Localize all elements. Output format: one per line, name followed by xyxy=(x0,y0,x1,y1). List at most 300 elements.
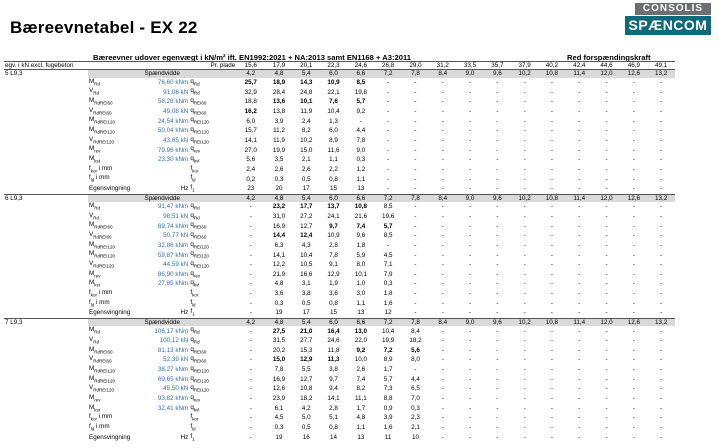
span-value: 9,0 xyxy=(456,194,483,202)
value-cell: - xyxy=(496,261,499,269)
value-cell: - xyxy=(632,232,635,240)
blank-cell xyxy=(4,107,88,117)
value-cell: 12,6 xyxy=(272,385,286,393)
value-cell: 16,9 xyxy=(272,222,286,230)
value-cell: - xyxy=(414,165,417,173)
value-cell: - xyxy=(632,346,635,354)
value-cell: - xyxy=(578,270,581,278)
value-cell: - xyxy=(605,404,608,412)
blank-cell xyxy=(4,231,88,241)
blank-cell xyxy=(4,174,88,184)
row-load-symbol: $q_{REI60}$ xyxy=(190,355,207,364)
value-cell: 4,4 xyxy=(411,375,420,383)
value-cell: 0,9 xyxy=(383,404,393,412)
row-capacity: 59,87 kNm xyxy=(157,251,189,259)
value-cell: - xyxy=(605,337,608,345)
value-cell: 3,1 xyxy=(301,280,311,288)
table-row xyxy=(4,231,675,241)
value-cell: - xyxy=(468,127,472,135)
value-cell: 0,3 xyxy=(383,280,393,288)
row-symbol: $M_{RdREI120}$ xyxy=(89,116,116,125)
value-cell: - xyxy=(632,203,635,211)
span-value: 10,2 xyxy=(511,194,538,202)
value-cell: - xyxy=(414,136,417,144)
row-symbol: Egensvingning xyxy=(89,433,131,441)
value-cell: - xyxy=(632,385,635,393)
value-cell: - xyxy=(496,156,499,164)
row-symbol: $V_{RdREI120}$ xyxy=(89,384,114,393)
egv-value: 44,6 xyxy=(593,62,620,70)
row-symbol: $V_{Rd}$ xyxy=(89,87,99,96)
row-load-symbol: $f_1$ xyxy=(190,308,195,317)
value-cell: - xyxy=(660,165,663,173)
value-cell: 27,0 xyxy=(244,146,257,154)
value-cell: - xyxy=(550,270,553,278)
table-row xyxy=(4,326,675,336)
egv-value: 31,2 xyxy=(429,62,456,70)
value-cell: - xyxy=(578,156,581,164)
value-cell: 18,9 xyxy=(272,78,286,86)
value-cell: - xyxy=(441,165,444,173)
value-cell: 19,8 xyxy=(354,88,367,96)
value-cell: - xyxy=(441,414,444,422)
row-symbol: $M_{RdREI120}$ xyxy=(89,374,116,383)
value-cell: - xyxy=(605,366,608,374)
value-cell: - xyxy=(550,309,553,317)
row-capacity: 24,54 kNm xyxy=(157,117,189,125)
value-cell: - xyxy=(468,222,472,230)
value-cell: - xyxy=(468,280,472,288)
value-cell: - xyxy=(632,356,635,364)
value-cell: - xyxy=(523,261,526,269)
value-cell: 23,9 xyxy=(272,395,286,403)
value-cell: 14,1 xyxy=(272,251,286,259)
table-row xyxy=(4,116,675,126)
value-cell: - xyxy=(578,185,581,193)
table-row xyxy=(4,375,675,385)
value-cell: - xyxy=(550,395,553,403)
value-cell: - xyxy=(249,395,252,403)
blank-cell xyxy=(4,97,88,107)
value-cell: - xyxy=(387,185,390,193)
value-cell: - xyxy=(468,433,472,441)
value-cell: 2,6 xyxy=(301,165,311,173)
value-cell: - xyxy=(660,346,663,354)
row-symbol: $V_{RdREI60}$ xyxy=(89,231,112,240)
value-cell: 2,2 xyxy=(329,165,338,173)
value-cell: 13 xyxy=(357,433,365,441)
value-cell: 14,1 xyxy=(244,136,257,144)
blank-cell xyxy=(4,241,88,251)
value-cell: 9,7 xyxy=(329,375,338,383)
value-cell: - xyxy=(496,433,499,441)
value-cell: 27,7 xyxy=(300,337,313,345)
value-cell: - xyxy=(468,241,472,249)
value-cell: - xyxy=(249,346,252,354)
value-cell: - xyxy=(468,270,472,278)
value-cell: - xyxy=(632,327,635,335)
value-cell: 3,8 xyxy=(329,366,338,374)
value-cell: - xyxy=(496,165,499,173)
value-cell: - xyxy=(578,146,581,154)
span-value: 6,6 xyxy=(347,318,374,326)
value-cell: - xyxy=(523,327,526,335)
value-cell: - xyxy=(441,222,444,230)
value-cell: - xyxy=(578,356,581,364)
logo-spaencom: SPÆNCOM xyxy=(625,16,711,35)
table-header-row xyxy=(4,62,675,70)
value-cell: 1,7 xyxy=(356,404,366,412)
row-symbol: $M_{rev}$ xyxy=(89,393,101,403)
value-cell: - xyxy=(660,203,663,211)
row-symbol: Egensvingning xyxy=(89,309,131,317)
value-cell: - xyxy=(387,241,390,249)
value-cell: - xyxy=(496,241,499,249)
value-cell: - xyxy=(414,212,417,220)
value-cell: - xyxy=(660,107,663,115)
span-value: 8,4 xyxy=(429,194,456,202)
value-cell: - xyxy=(496,366,499,374)
value-cell: - xyxy=(550,366,553,374)
row-load-symbol: $f_{kor}$ xyxy=(190,289,199,298)
value-cell: 2,3 xyxy=(411,414,420,422)
value-cell: 31,5 xyxy=(272,337,286,345)
table-row xyxy=(4,346,675,356)
row-symbol: $M_{Rd}$ xyxy=(89,326,101,335)
value-cell: 7,8 xyxy=(329,251,338,259)
row-load-symbol: $q_{REI120}$ xyxy=(190,135,209,144)
value-cell: - xyxy=(550,375,553,383)
value-cell: - xyxy=(468,212,472,220)
value-cell: - xyxy=(660,117,663,125)
value-cell: - xyxy=(249,232,252,240)
value-cell: - xyxy=(632,98,635,106)
value-cell: - xyxy=(468,356,472,364)
span-value: 10,2 xyxy=(511,318,538,326)
row-symbol: $f_{kor}$ i mm xyxy=(89,164,113,173)
value-cell: 2,8 xyxy=(329,241,338,249)
value-cell: - xyxy=(523,337,526,345)
value-cell: - xyxy=(249,414,252,422)
value-cell: - xyxy=(632,241,635,249)
value-cell: 0,3 xyxy=(356,156,366,164)
blank-cell xyxy=(4,433,88,443)
value-cell: 10,1 xyxy=(300,98,313,106)
page-title: Bæreevnetabel - EX 22 xyxy=(10,18,198,37)
value-cell: - xyxy=(605,433,608,441)
value-cell: - xyxy=(414,222,417,230)
value-cell: - xyxy=(632,366,635,374)
blank-cell xyxy=(4,78,88,88)
row-symbol: $M_{RdREI60}$ xyxy=(89,221,113,230)
value-cell: - xyxy=(441,375,444,383)
row-symbol: $M_{Rd}$ xyxy=(89,77,101,87)
value-cell: - xyxy=(660,232,663,240)
value-cell: - xyxy=(523,424,526,432)
value-cell: - xyxy=(468,185,472,193)
value-cell: - xyxy=(660,299,663,307)
value-cell: - xyxy=(660,241,663,249)
value-cell: - xyxy=(414,251,417,259)
value-cell: - xyxy=(468,395,472,403)
value-cell: - xyxy=(414,309,417,317)
value-cell: 22,0 xyxy=(354,337,367,345)
row-capacity: 44,59 kN xyxy=(163,261,189,269)
value-cell: 2,8 xyxy=(329,404,338,412)
value-cell: - xyxy=(249,366,252,374)
value-cell: 27,5 xyxy=(272,327,286,335)
span-value: 4,8 xyxy=(265,318,292,326)
blank-cell xyxy=(4,365,88,375)
value-cell: - xyxy=(605,203,608,211)
value-cell: 2,6 xyxy=(356,366,366,374)
value-cell: - xyxy=(414,261,417,269)
egv-value: 15,6 xyxy=(236,62,265,70)
blank-cell xyxy=(4,136,88,146)
value-cell: - xyxy=(632,107,635,115)
value-cell: 10,4 xyxy=(327,107,340,115)
value-cell: - xyxy=(578,88,581,96)
value-cell: 11,8 xyxy=(327,346,340,354)
value-cell: 16,2 xyxy=(244,107,257,115)
value-cell: - xyxy=(632,88,635,96)
row-symbol: $M_{RdREI120}$ xyxy=(89,126,116,135)
row-capacity: 45,50 kN xyxy=(163,385,189,393)
value-cell: - xyxy=(632,424,635,432)
value-cell: - xyxy=(441,185,444,193)
value-cell: - xyxy=(605,88,608,96)
value-cell: - xyxy=(605,232,608,240)
row-symbol: $M_{rev}$ xyxy=(89,145,101,154)
value-cell: - xyxy=(660,385,663,393)
value-cell: - xyxy=(523,117,526,125)
value-cell: - xyxy=(523,222,526,230)
value-cell: 16 xyxy=(302,433,310,441)
value-cell: 15 xyxy=(330,185,338,193)
row-capacity: 76,60 kNm xyxy=(157,78,189,86)
value-cell: - xyxy=(550,251,553,259)
value-cell: - xyxy=(441,327,444,335)
table-row xyxy=(4,212,675,222)
value-cell: - xyxy=(660,414,663,422)
value-cell: 3,5 xyxy=(274,156,284,164)
value-cell: 15,7 xyxy=(244,127,257,135)
value-cell: - xyxy=(632,251,635,259)
value-cell: 0,5 xyxy=(301,175,311,183)
value-cell: 1,8 xyxy=(356,241,366,249)
value-cell: - xyxy=(605,222,608,230)
row-symbol: Egensvingning xyxy=(89,185,131,193)
value-cell: - xyxy=(605,185,608,193)
value-cell: 11,3 xyxy=(327,356,340,364)
value-cell: - xyxy=(550,241,553,249)
value-cell: - xyxy=(550,175,553,183)
value-cell: - xyxy=(387,117,390,125)
table-row xyxy=(4,126,675,136)
value-cell: - xyxy=(550,165,553,173)
section-name: 7 L9,3 xyxy=(4,318,88,326)
value-cell: - xyxy=(441,203,444,211)
blank-cell xyxy=(4,221,88,231)
blank-cell xyxy=(4,404,88,414)
value-cell: - xyxy=(605,107,608,115)
value-cell: 12,4 xyxy=(300,232,313,240)
span-value: 10,2 xyxy=(511,70,538,78)
value-cell: 3,6 xyxy=(274,290,284,298)
value-cell: 2,1 xyxy=(411,424,420,432)
span-value: 10,8 xyxy=(538,70,565,78)
blank-cell xyxy=(4,250,88,260)
value-cell: - xyxy=(660,327,663,335)
value-cell: - xyxy=(468,107,472,115)
value-cell: - xyxy=(249,375,252,383)
value-cell: - xyxy=(468,88,472,96)
value-cell: 8,0 xyxy=(411,356,420,364)
value-cell: 13,0 xyxy=(354,327,367,335)
value-cell: - xyxy=(578,366,581,374)
value-cell: - xyxy=(523,127,526,135)
value-cell: 11,9 xyxy=(273,136,285,144)
value-cell: - xyxy=(414,203,417,211)
value-cell: 10,2 xyxy=(300,136,313,144)
value-cell: - xyxy=(550,156,553,164)
value-cell: - xyxy=(249,337,252,345)
value-cell: - xyxy=(496,222,499,230)
value-cell: - xyxy=(660,127,663,135)
span-value: 9,6 xyxy=(484,70,511,78)
value-cell: 2,1 xyxy=(301,156,311,164)
span-value: 6,6 xyxy=(347,194,374,202)
value-cell: - xyxy=(550,433,553,441)
value-cell: - xyxy=(523,156,526,164)
row-symbol: $V_{Rd}$ xyxy=(89,211,99,220)
value-cell: - xyxy=(523,203,526,211)
value-cell: - xyxy=(578,261,581,269)
span-value: 12,0 xyxy=(593,70,620,78)
span-value: 9,6 xyxy=(484,318,511,326)
value-cell: 7,4 xyxy=(356,222,366,230)
value-cell: - xyxy=(468,375,472,383)
value-cell: - xyxy=(523,299,526,307)
span-value: 4,2 xyxy=(236,318,265,326)
value-cell: - xyxy=(605,356,608,364)
value-cell: - xyxy=(578,232,581,240)
table-row xyxy=(4,394,675,404)
value-cell: - xyxy=(523,185,526,193)
value-cell: - xyxy=(249,270,252,278)
value-cell: - xyxy=(632,280,635,288)
table-row xyxy=(4,308,675,318)
value-cell: 1,6 xyxy=(383,424,393,432)
value-cell: - xyxy=(523,356,526,364)
row-load-symbol: $q_{rev}$ xyxy=(190,145,201,154)
span-label: Spændvidde xyxy=(88,70,236,78)
value-cell: 2,4 xyxy=(246,165,256,173)
value-cell: - xyxy=(550,232,553,240)
table-row xyxy=(4,136,675,146)
row-symbol: $M_{RdREI120}$ xyxy=(89,240,116,249)
value-cell: 4,8 xyxy=(274,280,284,288)
value-cell: 4,4 xyxy=(356,127,366,135)
row-symbol: $f_{kor}$ i mm xyxy=(89,289,113,298)
row-capacity: 50,04 kNm xyxy=(157,127,189,135)
value-cell: - xyxy=(660,136,663,144)
row-load-symbol: $q_{Rd}$ xyxy=(190,77,200,87)
span-value: 7,8 xyxy=(402,318,429,326)
value-cell: - xyxy=(441,404,444,412)
row-capacity: 79,96 kNm xyxy=(157,146,189,154)
value-cell: - xyxy=(632,395,635,403)
table-row xyxy=(4,107,675,117)
value-cell: - xyxy=(496,107,499,115)
value-cell: 11,2 xyxy=(273,127,285,135)
value-cell: - xyxy=(578,414,581,422)
value-cell: 1,7 xyxy=(383,366,393,374)
egv-value: 40,2 xyxy=(538,62,565,70)
value-cell: - xyxy=(496,385,499,393)
row-load-symbol: $f_{kor}$ xyxy=(190,413,199,422)
value-cell: - xyxy=(550,299,553,307)
value-cell: 5,0 xyxy=(301,414,311,422)
row-capacity xyxy=(131,165,189,175)
blank-cell xyxy=(4,279,88,289)
blank-cell xyxy=(4,308,88,318)
value-cell: 21,0 xyxy=(300,327,313,335)
value-cell: - xyxy=(441,299,444,307)
value-cell: - xyxy=(414,241,417,249)
value-cell: - xyxy=(496,270,499,278)
blank-cell xyxy=(4,202,88,212)
value-cell: - xyxy=(632,404,635,412)
value-cell: - xyxy=(578,280,581,288)
value-cell: - xyxy=(660,175,663,183)
table-row xyxy=(4,260,675,270)
value-cell: - xyxy=(523,433,526,441)
egv-value: 24,6 xyxy=(347,62,374,70)
row-symbol: $V_{RdREI60}$ xyxy=(89,355,112,364)
value-cell: - xyxy=(632,270,635,278)
value-cell: 10,4 xyxy=(382,327,395,335)
table-row xyxy=(4,404,675,414)
row-load-symbol: $q_{rev}$ xyxy=(190,393,201,403)
row-load-symbol: $f_{ld}$ xyxy=(190,174,196,183)
value-cell: - xyxy=(496,337,499,345)
row-symbol: $f_{ld}$ i mm xyxy=(89,422,110,432)
value-cell: - xyxy=(578,251,581,259)
value-cell: - xyxy=(523,366,526,374)
egv-value: 46,9 xyxy=(620,62,647,70)
value-cell: - xyxy=(632,146,635,154)
value-cell: 13,7 xyxy=(327,203,340,211)
value-cell: - xyxy=(605,280,608,288)
table-row xyxy=(4,221,675,231)
value-cell: - xyxy=(523,98,526,106)
value-cell: - xyxy=(414,146,417,154)
table-row xyxy=(4,299,675,309)
value-cell: 8,4 xyxy=(411,327,420,335)
value-cell: 12,7 xyxy=(300,222,313,230)
row-load-symbol: $q_{rev}$ xyxy=(190,269,201,278)
value-cell: - xyxy=(496,136,499,144)
table-row xyxy=(4,279,675,289)
value-cell: 18,2 xyxy=(409,337,422,345)
value-cell: 22,1 xyxy=(327,88,340,96)
value-cell: - xyxy=(550,117,553,125)
value-cell: - xyxy=(387,175,390,183)
value-cell: 3,8 xyxy=(301,290,311,298)
value-cell: - xyxy=(414,175,417,183)
row-symbol: $f_{ld}$ i mm xyxy=(89,298,110,307)
